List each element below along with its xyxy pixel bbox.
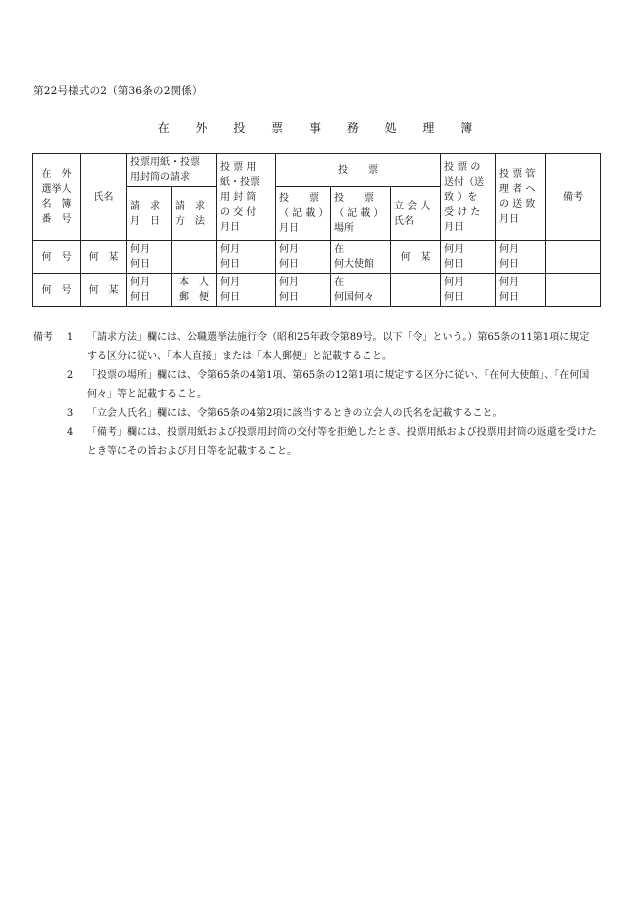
cell-request-date: 何月 何日 [127, 274, 172, 307]
cell-request-date: 何月 何日 [127, 241, 172, 274]
header-remarks: 備考 [546, 154, 601, 241]
cell-witness: 何 某 [391, 241, 441, 274]
cell-sent-date: 何月 何日 [441, 274, 496, 307]
table-row [33, 241, 601, 274]
table-row [33, 274, 601, 307]
cell-voter-number: 何 号 [33, 241, 81, 274]
register-table [32, 153, 601, 307]
cell-delivery-date: 何月 何日 [217, 241, 276, 274]
note-text: 「請求方法」欄には、公職選挙法施行令（昭和25年政令第89号。以下「令」という。）第65条の11第1項に規定する区分に従い、「本人直接」または「本人郵便」と記載すること。 [87, 332, 590, 362]
note-item [33, 423, 599, 461]
header-request-date: 請 求 月 日 [127, 187, 172, 241]
header-name: 氏名 [81, 154, 127, 241]
header-vote-group: 投 票 [276, 154, 441, 187]
header-vote-place: 投 票 （ 記 載 ） 場所 [331, 187, 391, 241]
notes-label: 備考 [33, 332, 53, 343]
cell-vote-place: 在 何大使館 [331, 241, 391, 274]
cell-vote-date: 何月 何日 [276, 274, 331, 307]
header-delivery-date: 投 票 用 紙・投票 用 封 筒 の 交 付 月日 [217, 154, 276, 241]
cell-delivery-date: 何月 何日 [217, 274, 276, 307]
note-text: 「立会人氏名」欄には、令第65条の4第2項に該当するときの立会人の氏名を記載すること。 [87, 408, 503, 419]
cell-vote-date: 何月 何日 [276, 241, 331, 274]
cell-remarks [546, 241, 601, 274]
form-number: 第22号様式の2（第36条の2関係） [33, 85, 203, 97]
cell-name: 何 某 [81, 274, 127, 307]
note-item [33, 366, 599, 404]
cell-forward-date: 何月 何日 [496, 274, 546, 307]
cell-request-method: 本 人 郵 便 [172, 274, 217, 307]
cell-forward-date: 何月 何日 [496, 241, 546, 274]
notes-section [33, 328, 599, 461]
note-number: 3 [66, 408, 74, 419]
header-request-group: 投票用紙・投票 用封筒の請求 [127, 154, 217, 187]
header-witness: 立 会 人 氏名 [391, 187, 441, 241]
note-number: 4 [66, 427, 74, 438]
header-forward-date: 投 票 管 理 者 へ の 送 致 月日 [496, 154, 546, 241]
cell-voter-number: 何 号 [33, 274, 81, 307]
document-title: 在 外 投 票 事 務 処 理 簿 [157, 121, 484, 135]
note-item [33, 404, 599, 423]
cell-request-method [172, 241, 217, 274]
note-text: 「投票の場所」欄には、令第65条の4第1項、第65条の12第1項に規定する区分に従い、「在何大使館」、「在何国何々」等と記載すること。 [87, 370, 590, 400]
header-voter-number: 在 外 選挙人 名 簿 番 号 [33, 154, 81, 241]
note-number: 2 [66, 370, 74, 381]
header-sent-date: 投 票 の 送付（送 致 ）を 受 け た 月日 [441, 154, 496, 241]
note-number: 1 [66, 332, 74, 343]
header-request-method: 請 求 方 法 [172, 187, 217, 241]
cell-name: 何 某 [81, 241, 127, 274]
cell-remarks [546, 274, 601, 307]
note-item [33, 328, 599, 366]
cell-witness [391, 274, 441, 307]
note-text: 「備考」欄には、投票用紙および投票用封筒の交付等を拒絶したとき、投票用紙および投票用封筒の返還を受けたとき等にその旨および月日等を記載すること。 [87, 427, 597, 457]
header-vote-date: 投 票 （ 記 載 ） 月日 [276, 187, 331, 241]
cell-sent-date: 何月 何日 [441, 241, 496, 274]
cell-vote-place: 在 何国何々 [331, 274, 391, 307]
